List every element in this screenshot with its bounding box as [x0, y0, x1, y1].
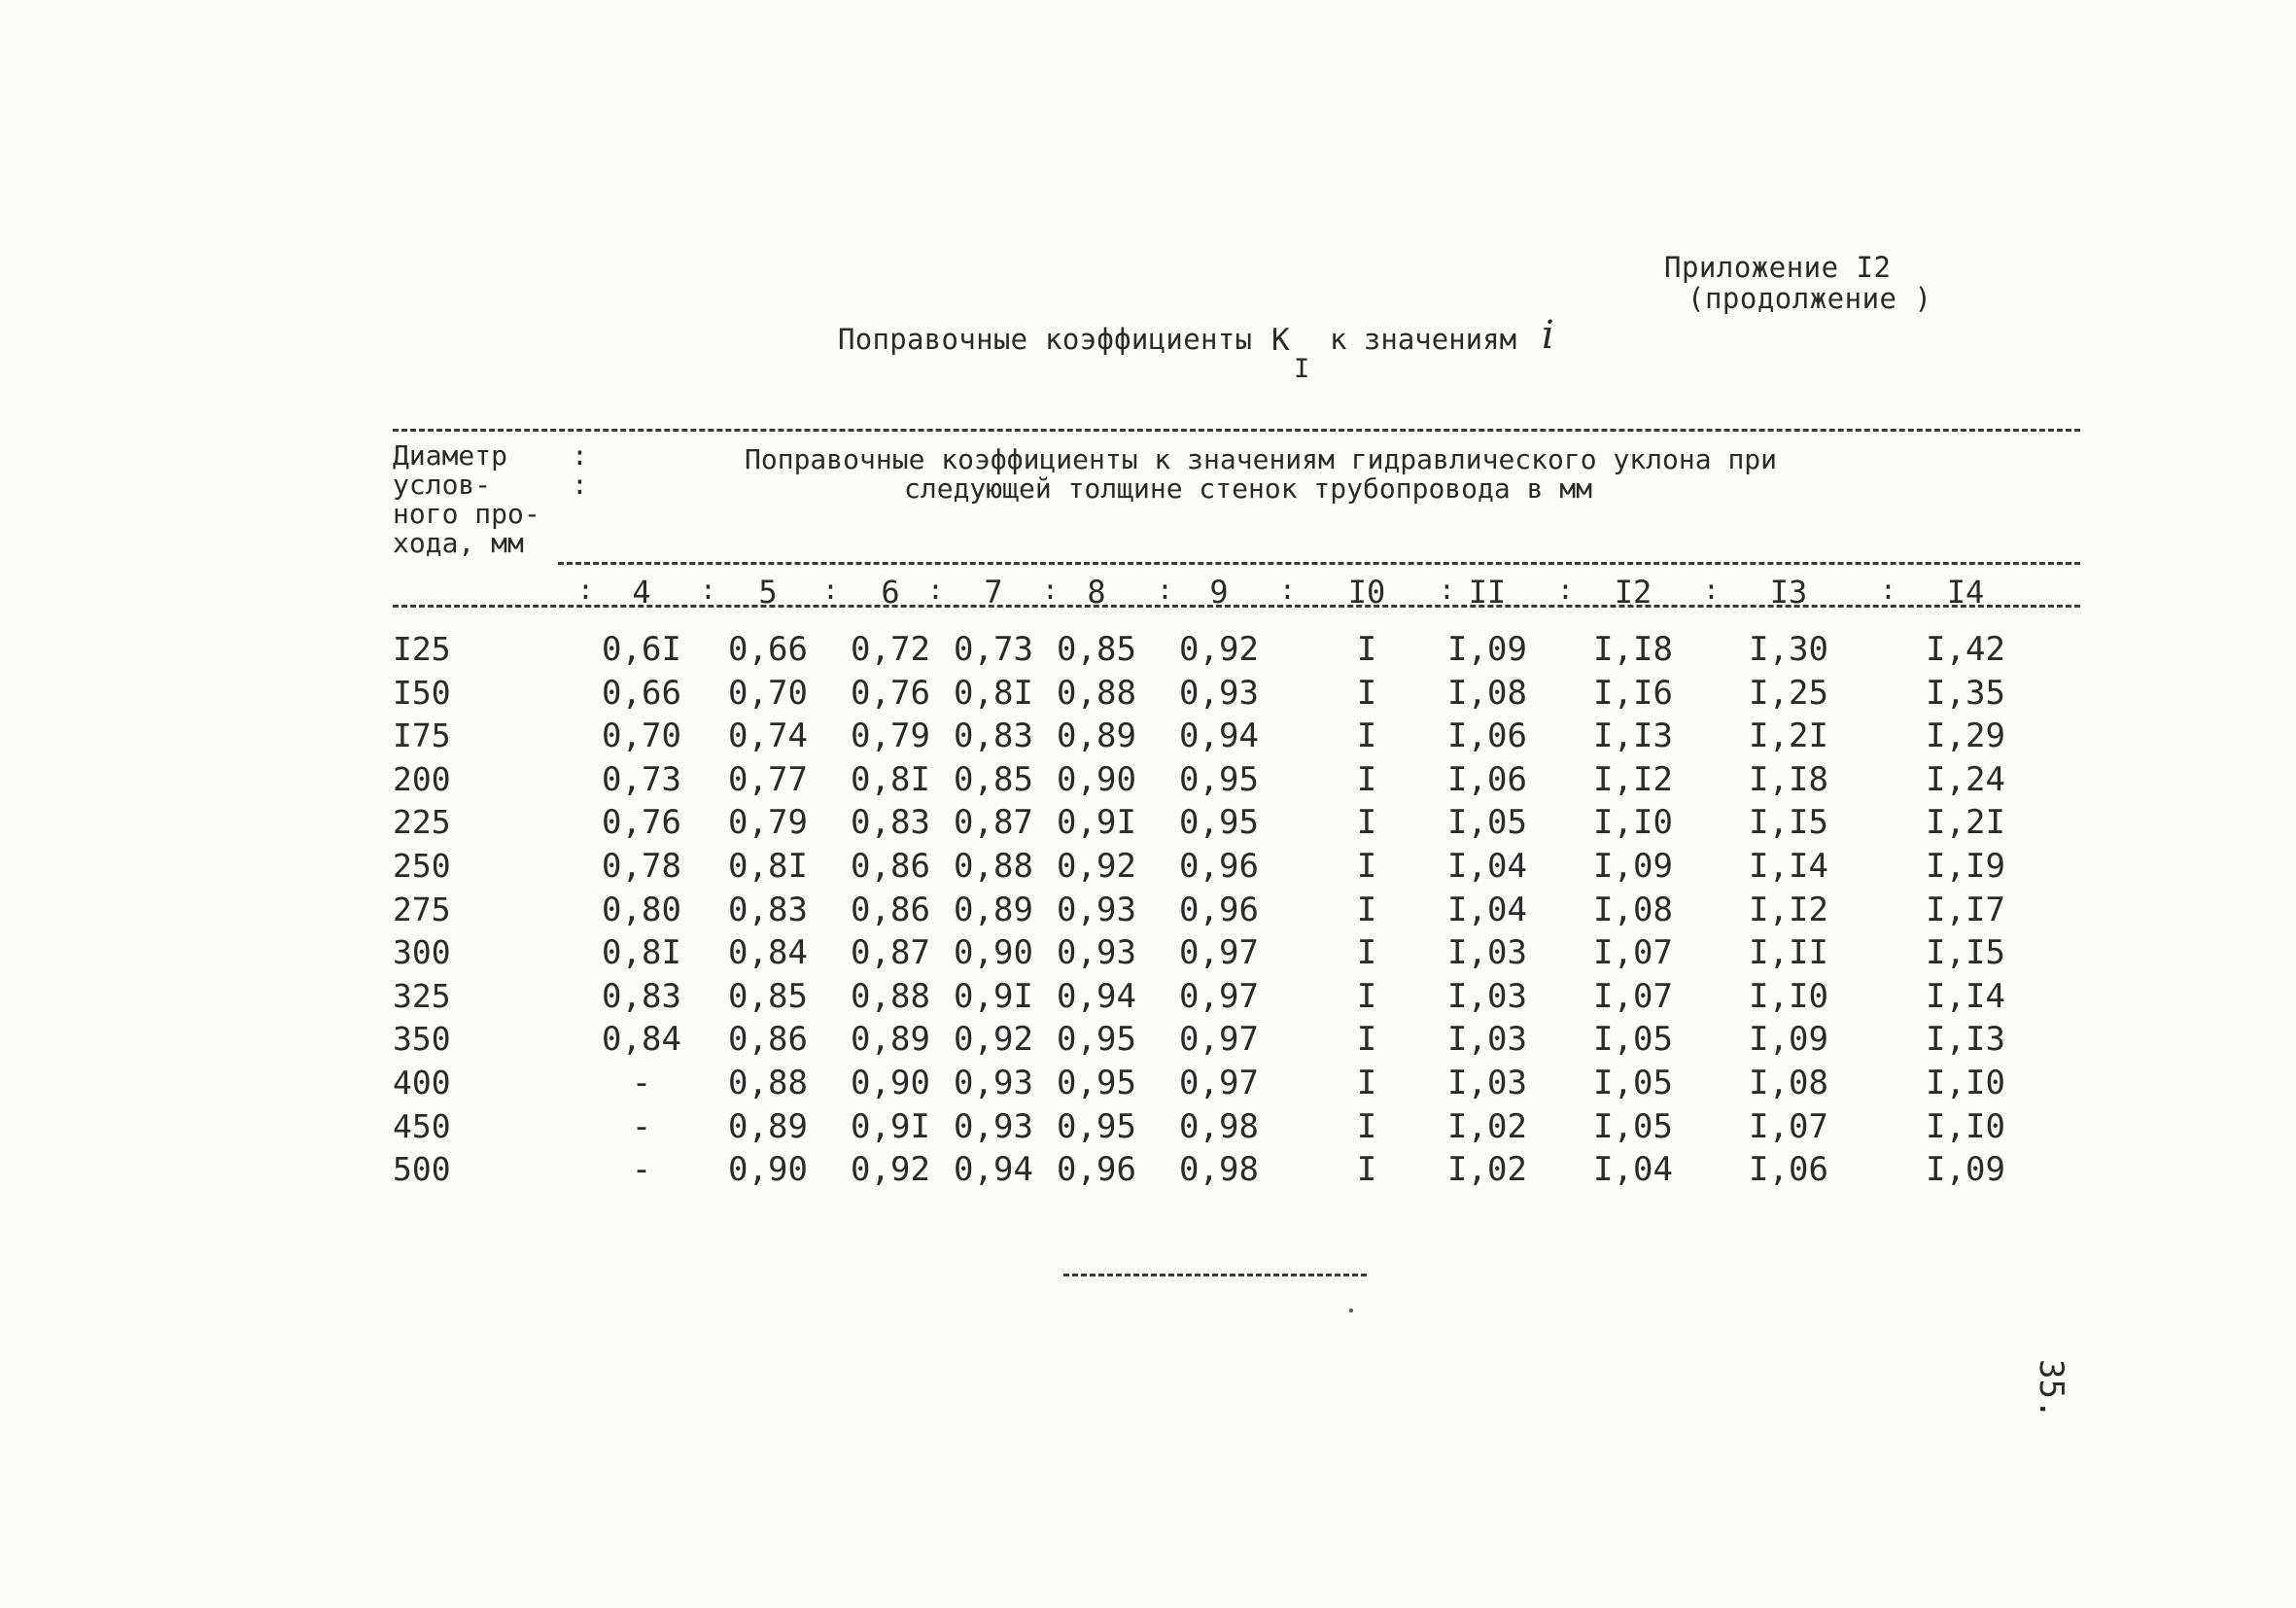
diameter-cell: 325	[393, 976, 451, 1015]
coefficient-cell: I,02	[1447, 1150, 1527, 1190]
diameter-cell: 250	[393, 847, 451, 885]
coefficient-cell: 0,87	[954, 803, 1033, 843]
coefficient-cell: 0,92	[851, 1150, 930, 1190]
table-row	[0, 1020, 2296, 1063]
coefficient-cell: 0,95	[1179, 803, 1259, 843]
coefficient-cell: 0,95	[1057, 1020, 1136, 1060]
coefficient-cell: 0,66	[728, 630, 808, 669]
column-separator: :	[1157, 574, 1173, 606]
coefficient-cell: 0,80	[602, 890, 681, 929]
coefficient-cell: 0,86	[851, 890, 930, 929]
table-row	[0, 977, 2296, 1020]
coefficient-cell: I,I5	[1926, 933, 2005, 973]
coefficient-cell: 0,89	[728, 1106, 808, 1146]
coefficient-cell: I	[1356, 1020, 1377, 1060]
coefficient-cell: I	[1356, 717, 1377, 756]
diameter-cell: 275	[393, 890, 451, 928]
coefficient-cell: 0,88	[851, 976, 930, 1016]
header-colon-marks: : :	[572, 439, 588, 501]
diameter-header	[393, 441, 540, 558]
diameter-cell: I25	[393, 630, 451, 668]
coefficient-cell: I	[1356, 847, 1377, 886]
coefficient-cell: 0,89	[954, 890, 1033, 929]
table-row	[0, 760, 2296, 803]
coefficient-cell: 0,9I	[851, 1106, 930, 1146]
table-row	[0, 717, 2296, 759]
coefficient-cell: I,I6	[1593, 673, 1673, 713]
column-separator: :	[700, 574, 716, 606]
coefficient-cell: I	[1356, 890, 1377, 929]
coefficient-cell: I,09	[1593, 847, 1673, 886]
coefficient-cell: 0,93	[1057, 933, 1136, 973]
scan-mark	[1349, 1309, 1353, 1312]
diameter-cell: 400	[393, 1064, 451, 1101]
coefficient-cell: 0,89	[1057, 717, 1136, 756]
closing-rule	[1063, 1274, 1367, 1276]
coefficient-cell: 0,94	[1057, 976, 1136, 1016]
coefficient-cell: 0,79	[851, 717, 930, 756]
coefficient-cell: 0,96	[1179, 847, 1259, 886]
coefficient-cell: I,I0	[1926, 1064, 2005, 1102]
diameter-header-line: услов-	[393, 469, 492, 501]
coefficient-cell: I,03	[1447, 1020, 1527, 1060]
diameter-header-line: ного про-	[393, 498, 540, 530]
table-row	[0, 1150, 2296, 1193]
coefficient-cell: I,06	[1749, 1150, 1828, 1190]
coefficient-cell: I	[1356, 933, 1377, 973]
column-separator: :	[1042, 574, 1059, 606]
coefficient-cell: I,II	[1749, 933, 1828, 973]
coefficient-cell: I,I0	[1749, 976, 1828, 1016]
diameter-cell: I50	[393, 673, 451, 712]
coefficient-cell: I	[1356, 673, 1377, 713]
coefficient-cell: I,35	[1926, 673, 2005, 713]
coefficient-cell: 0,85	[954, 759, 1033, 799]
coefficient-cell: 0,83	[728, 890, 808, 929]
coefficient-cell: 0,97	[1179, 933, 1259, 973]
coefficient-cell: I,08	[1593, 890, 1673, 929]
coefficient-cell: 0,70	[602, 717, 681, 756]
coefficient-cell: 0,70	[728, 673, 808, 713]
coefficient-cell: 0,84	[728, 933, 808, 973]
coefficient-cell: 0,92	[1179, 630, 1259, 669]
coefficient-cell: I	[1356, 803, 1377, 843]
coefficient-cell: 0,73	[602, 759, 681, 799]
coefficient-cell: 0,83	[954, 717, 1033, 756]
coefficient-cell: 0,89	[851, 1020, 930, 1060]
coefficient-cell: I	[1356, 630, 1377, 669]
coefficient-cell: 0,98	[1179, 1106, 1259, 1146]
coefficient-cell: 0,96	[1057, 1150, 1136, 1190]
coefficient-cell: 0,8I	[728, 847, 808, 886]
coefficient-cell: 0,97	[1179, 976, 1259, 1016]
column-separator: :	[1279, 574, 1296, 606]
coefficient-cell: 0,9I	[954, 976, 1033, 1016]
coefficient-cell: I,2I	[1749, 717, 1828, 756]
coefficient-cell: 0,8I	[851, 759, 930, 799]
coefficient-cell: 0,74	[728, 717, 808, 756]
coefficient-cell: 0,92	[1057, 847, 1136, 886]
coefficient-cell: 0,88	[954, 847, 1033, 886]
title-rest: к значениям	[1330, 323, 1517, 356]
coefficient-cell: 0,96	[1179, 890, 1259, 929]
coefficient-cell: I,I3	[1926, 1020, 2005, 1060]
diameter-cell: 350	[393, 1020, 451, 1059]
thickness-column-header: II	[1468, 574, 1507, 611]
coefficient-cell: I,2I	[1926, 803, 2005, 843]
coefficient-cell: I,07	[1593, 976, 1673, 1016]
coefficient-cell: 0,8I	[602, 933, 681, 973]
coefficient-cell: I,I8	[1593, 630, 1673, 669]
coefficient-cell: I,24	[1926, 759, 2005, 799]
appendix-label: Приложение I2	[1664, 251, 1892, 284]
header-mid-rule	[558, 562, 2080, 565]
coefficient-cell: I,07	[1749, 1106, 1828, 1146]
coefficient-cell: I,03	[1447, 1064, 1527, 1102]
page-number: 35.	[2032, 1359, 2070, 1419]
document-title: Поправочные коэффициенты	[838, 323, 1253, 356]
coefficient-cell: 0,97	[1179, 1020, 1259, 1060]
table-row	[0, 630, 2296, 673]
column-separator: :	[1557, 574, 1574, 606]
diameter-cell: I75	[393, 717, 451, 755]
column-separator: :	[927, 574, 944, 606]
coefficient-cell: I,05	[1447, 803, 1527, 843]
diameter-cell: 500	[393, 1150, 451, 1189]
coefficient-cell: 0,76	[851, 673, 930, 713]
table-row	[0, 674, 2296, 717]
coefficient-cell: 0,79	[728, 803, 808, 843]
coefficient-cell: I,I0	[1926, 1106, 2005, 1146]
thickness-column-header: 4	[632, 574, 651, 611]
coefficient-cell: I	[1356, 1064, 1377, 1102]
table-top-rule	[393, 429, 2080, 432]
coefficient-cell: 0,92	[954, 1020, 1033, 1060]
coefficient-cell: 0,73	[954, 630, 1033, 669]
coefficient-cell: I,09	[1749, 1020, 1828, 1060]
table-row	[0, 847, 2296, 890]
appendix-continuation: (продолжение )	[1687, 282, 1932, 315]
coefficient-cell: I,04	[1447, 890, 1527, 929]
coefficient-cell: I,I2	[1749, 890, 1828, 929]
coefficient-cell: I,25	[1749, 673, 1828, 713]
column-separator: :	[1703, 574, 1720, 606]
main-header-line2: следующей толщине стенок трубопровода в мм	[904, 472, 1593, 505]
title-subscript: I	[1294, 354, 1310, 384]
thickness-column-header: 5	[758, 574, 778, 611]
table-row	[0, 1107, 2296, 1150]
diameter-cell: 450	[393, 1106, 451, 1145]
thickness-column-header: 8	[1087, 574, 1106, 611]
coefficient-cell: I,04	[1447, 847, 1527, 886]
coefficient-cell: I,30	[1749, 630, 1828, 669]
title-variable: i	[1542, 313, 1554, 358]
coefficient-cell: 0,83	[851, 803, 930, 843]
coefficient-cell: 0,83	[602, 976, 681, 1016]
coefficient-cell: I,07	[1593, 933, 1673, 973]
coefficient-cell: 0,97	[1179, 1064, 1259, 1102]
coefficient-cell: 0,88	[1057, 673, 1136, 713]
coefficient-cell: 0,86	[728, 1020, 808, 1060]
column-separator: :	[577, 574, 594, 606]
diameter-header-line: Диаметр	[393, 439, 508, 472]
coefficient-cell: 0,77	[728, 759, 808, 799]
thickness-column-header: 9	[1209, 574, 1229, 611]
coefficient-cell: I,05	[1593, 1106, 1673, 1146]
coefficient-cell: I,42	[1926, 630, 2005, 669]
coefficient-cell: 0,87	[851, 933, 930, 973]
coefficient-cell: I,29	[1926, 717, 2005, 756]
coefficient-cell: I	[1356, 759, 1377, 799]
coefficient-cell: I,I5	[1749, 803, 1828, 843]
coefficient-cell: I,03	[1447, 976, 1527, 1016]
coefficient-cell: I,I3	[1593, 717, 1673, 756]
thickness-column-header: 7	[984, 574, 1003, 611]
coefficient-cell: I,05	[1593, 1064, 1673, 1102]
diameter-header-line: хода, мм	[393, 527, 524, 559]
thickness-column-header: I2	[1614, 574, 1652, 611]
coefficient-cell: 0,8I	[954, 673, 1033, 713]
coefficient-cell: 0,85	[728, 976, 808, 1016]
coefficient-cell: 0,93	[954, 1064, 1033, 1102]
thickness-column-header: I0	[1347, 574, 1386, 611]
coefficient-cell: 0,90	[1057, 759, 1136, 799]
coefficient-cell: 0,6I	[602, 630, 681, 669]
coefficient-cell: I,03	[1447, 933, 1527, 973]
column-separator: :	[1880, 574, 1896, 606]
coefficient-cell: 0,98	[1179, 1150, 1259, 1190]
coefficient-cell: 0,93	[954, 1106, 1033, 1146]
table-row	[0, 803, 2296, 846]
coefficient-cell: 0,95	[1179, 759, 1259, 799]
coefficient-cell: I,09	[1926, 1150, 2005, 1190]
coefficient-cell: I,I0	[1593, 803, 1673, 843]
coefficient-cell: 0,85	[1057, 630, 1136, 669]
table-row	[0, 933, 2296, 976]
table-row	[0, 891, 2296, 933]
coefficient-cell: 0,90	[728, 1150, 808, 1190]
title-symbol: К	[1271, 323, 1290, 358]
coefficient-cell: I,I8	[1749, 759, 1828, 799]
coefficient-cell: I,09	[1447, 630, 1527, 669]
coefficient-cell: 0,76	[602, 803, 681, 843]
coefficient-cell: 0,93	[1057, 890, 1136, 929]
coefficient-cell: -	[631, 1150, 652, 1190]
table-row	[0, 1064, 2296, 1106]
coefficient-cell: I,06	[1447, 717, 1527, 756]
column-separator: :	[1439, 574, 1455, 606]
coefficient-cell: 0,94	[954, 1150, 1033, 1190]
coefficient-cell: 0,72	[851, 630, 930, 669]
coefficient-cell: I,08	[1447, 673, 1527, 713]
coefficient-cell: -	[631, 1106, 652, 1146]
coefficient-cell: I,I7	[1926, 890, 2005, 929]
coefficient-cell: I,I4	[1749, 847, 1828, 886]
coefficient-cell: I	[1356, 1150, 1377, 1190]
coefficient-cell: I,04	[1593, 1150, 1673, 1190]
coefficient-cell: 0,84	[602, 1020, 681, 1060]
coefficient-cell: 0,94	[1179, 717, 1259, 756]
coefficient-cell: 0,86	[851, 847, 930, 886]
thickness-column-header: I4	[1946, 574, 1985, 611]
column-separator: :	[822, 574, 839, 606]
coefficient-cell: 0,66	[602, 673, 681, 713]
coefficient-cell: I,I2	[1593, 759, 1673, 799]
coefficient-cell: I,08	[1749, 1064, 1828, 1102]
coefficient-cell: 0,9I	[1057, 803, 1136, 843]
coefficient-cell: -	[631, 1064, 652, 1102]
coefficient-cell: I,I9	[1926, 847, 2005, 886]
thickness-column-header: I3	[1769, 574, 1808, 611]
coefficient-cell: 0,90	[954, 933, 1033, 973]
thickness-column-header: 6	[881, 574, 900, 611]
coefficient-cell: 0,78	[602, 847, 681, 886]
coefficient-cell: I,I4	[1926, 976, 2005, 1016]
diameter-cell: 225	[393, 803, 451, 842]
coefficient-cell: I	[1356, 976, 1377, 1016]
coefficient-cell: I,06	[1447, 759, 1527, 799]
diameter-cell: 200	[393, 759, 451, 798]
coefficient-cell: 0,90	[851, 1064, 930, 1102]
coefficient-cell: 0,88	[728, 1064, 808, 1102]
coefficient-cell: I	[1356, 1106, 1377, 1146]
diameter-cell: 300	[393, 933, 451, 972]
coefficient-cell: I,02	[1447, 1106, 1527, 1146]
coefficient-cell: 0,95	[1057, 1106, 1136, 1146]
main-header-line1: Поправочные коэффициенты к значениям гидравлического уклона при	[745, 443, 1778, 475]
coefficient-cell: I,05	[1593, 1020, 1673, 1060]
coefficient-cell: 0,93	[1179, 673, 1259, 713]
coefficient-cell: 0,95	[1057, 1064, 1136, 1102]
